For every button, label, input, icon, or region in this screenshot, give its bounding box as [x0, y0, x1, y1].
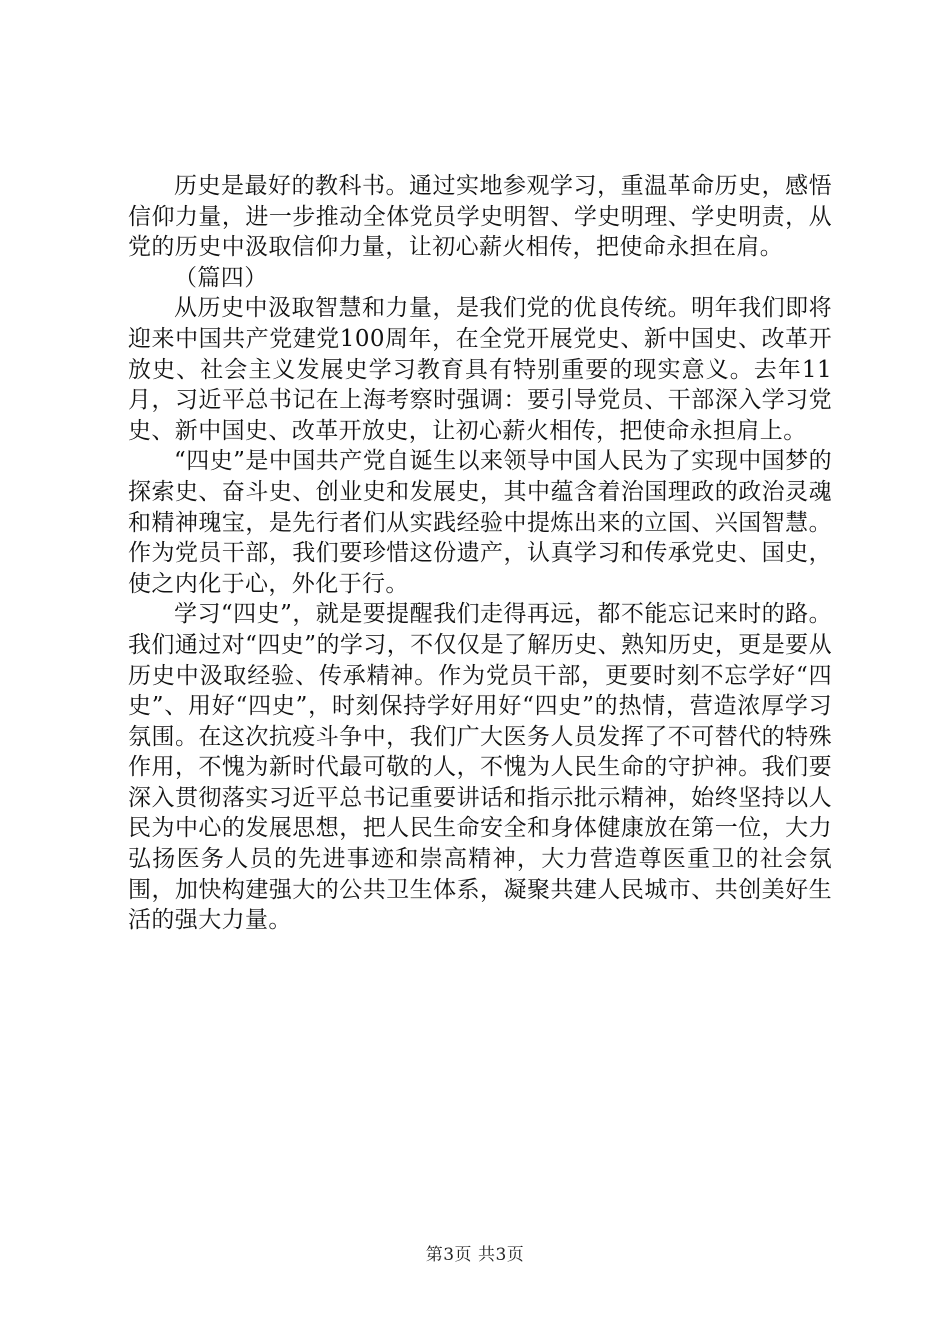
paragraph-history-textbook: 历史是最好的教科书。通过实地参观学习，重温革命历史，感悟信仰力量，进一步推动全体党员学史明智、学史明理、学史明责，从党的历史中汲取信仰力量，让初心薪火相传，把使命永担在肩。	[128, 173, 832, 261]
paragraph-four-histories: “四史”是中国共产党自诞生以来领导中国人民为了实现中国梦的探索史、奋斗史、创业史和发展史，其中蕴含着治国理政的政治灵魂和精神瑰宝，是先行者们从实践经验中提炼出来的立国、兴国智慧。作为党员干部，我们要珍惜这份遗产，认真学习和传承党史、国史，使之内化于心，外化于行。	[128, 448, 832, 597]
paragraph-draw-wisdom: 从历史中汲取智慧和力量，是我们党的优良传统。明年我们即将迎来中国共产党建党100周年，在全党开展党史、新中国史、改革开放史、社会主义发展史学习教育具有特别重要的现实意义。去年11月，习近平总书记在上海考察时强调：要引导党员、干部深入学习党史、新中国史、改革开放史，让初心薪火相传，把使命永担肩上。	[128, 295, 832, 444]
section-heading-part-four: （篇四）	[174, 264, 268, 291]
document-body	[128, 171, 832, 936]
page-number-footer: 第3页 共3页	[425, 1245, 525, 1265]
paragraph-study-four-histories: 学习“四史”，就是要提醒我们走得再远，都不能忘记来时的路。我们通过对“四史”的学习，不仅仅是了解历史、熟知历史，更是要从历史中汲取经验、传承精神。作为党员干部，更要时刻不忘学好“四史”、用好“四史”，时刻保持学好用好“四史”的热情，营造浓厚学习氛围。在这次抗疫斗争中，我们广大医务人员发挥了不可替代的特殊作用，不愧为新时代最可敬的人，不愧为人民生命的守护神。我们要深入贯彻落实习近平总书记重要讲话和指示批示精神，始终坚持以人民为中心的发展思想，把人民生命安全和身体健康放在第一位，大力弘扬医务人员的先进事迹和崇高精神，大力营造尊医重卫的社会氛围，加快构建强大的公共卫生体系，凝聚共建人民城市、共创美好生活的强大力量。	[128, 601, 832, 934]
